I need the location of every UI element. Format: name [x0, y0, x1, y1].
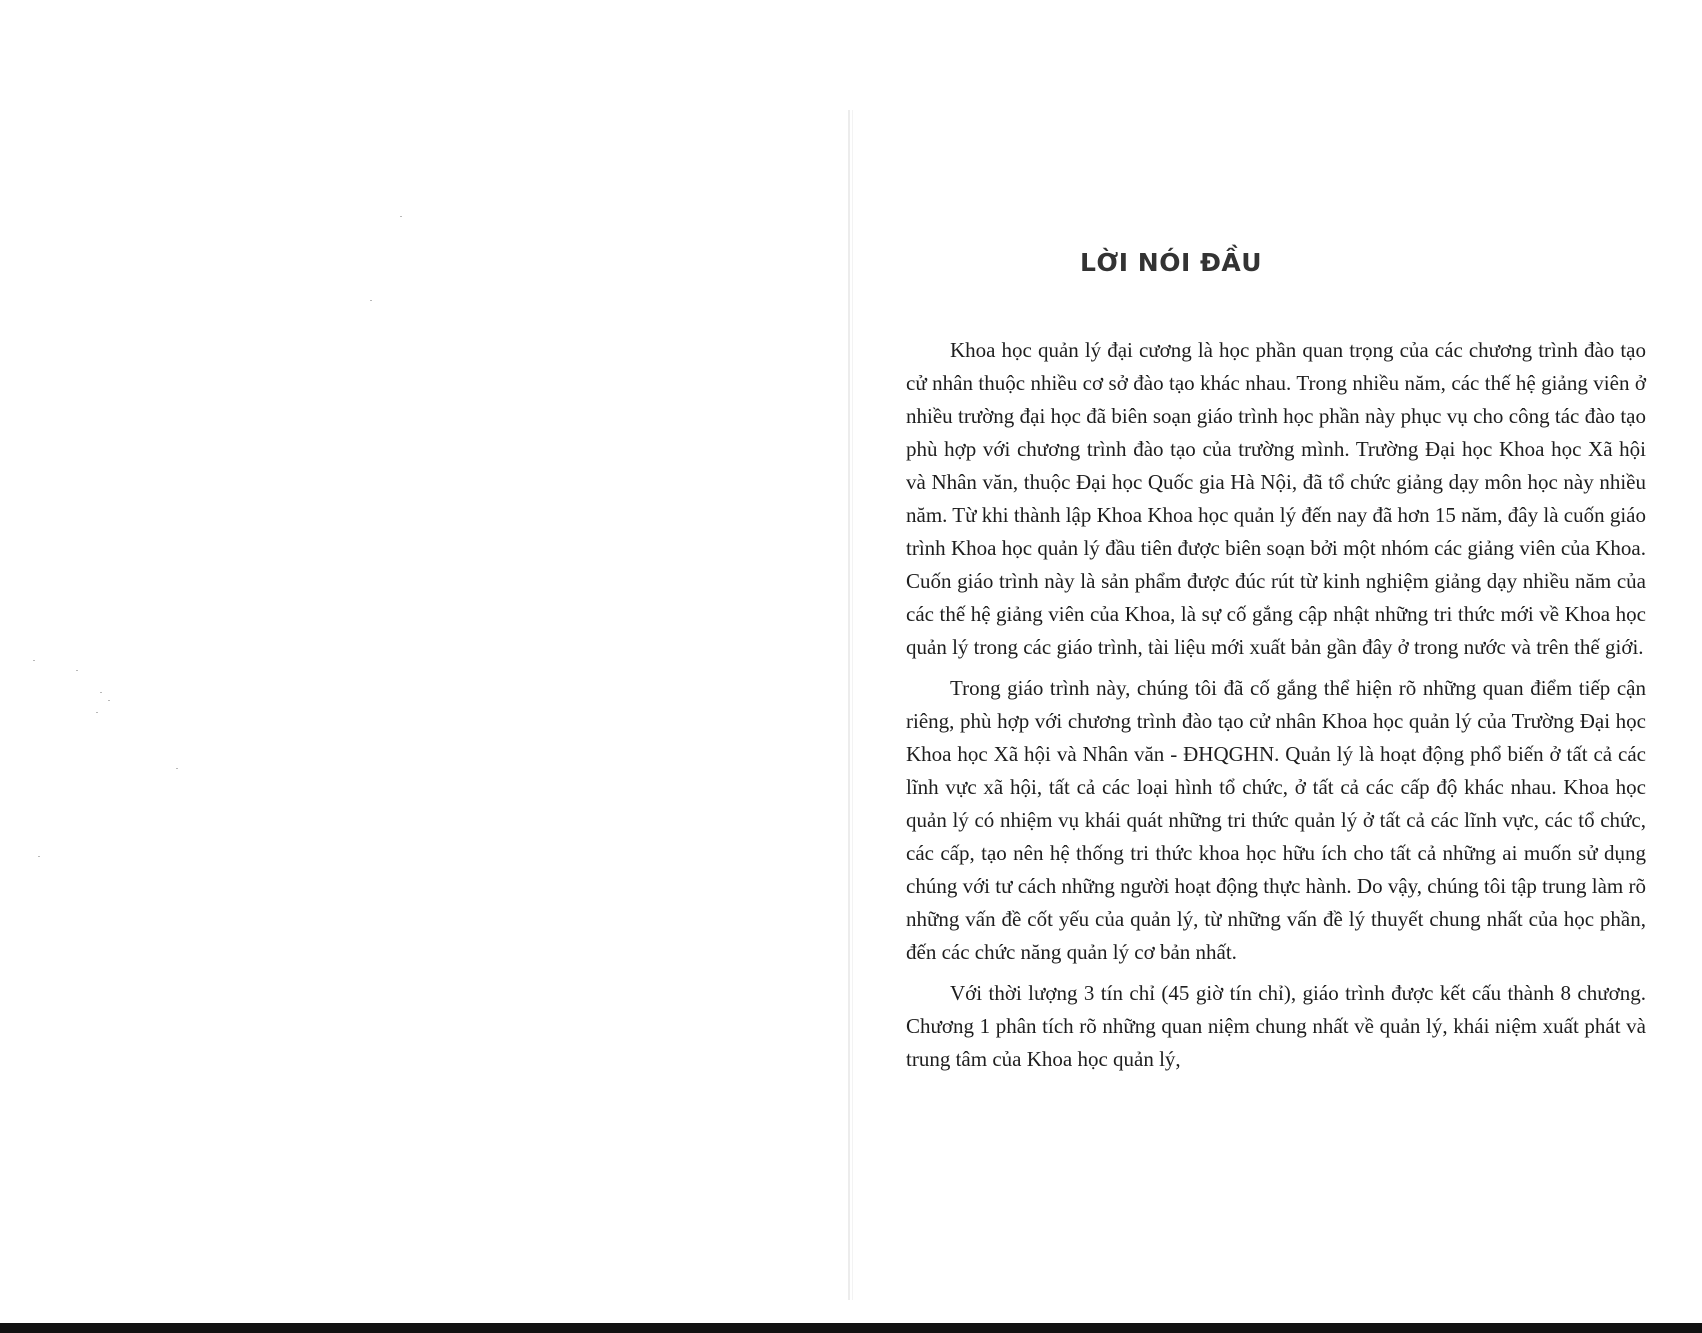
scan-speck	[76, 670, 78, 671]
scan-speck	[100, 692, 102, 693]
scan-speck	[176, 768, 178, 769]
scan-speck	[400, 216, 402, 217]
paragraph: Khoa học quản lý đại cương là học phần quan trọng của các chương trình đào tạo cử nhân thuộc nhiều cơ sở đào tạo khác nhau. Trong nhiều năm, các thế hệ giảng viên ở nhiều trường đại học đã biên soạn giáo trình học phần này phục vụ cho công tác đào tạo phù hợp với chương trình đào tạo của trường mình. Trường Đại học Khoa học Xã hội và Nhân văn, thuộc Đại học Quốc gia Hà Nội, đã tổ chức giảng dạy môn học này nhiều năm. Từ khi thành lập Khoa Khoa học quản lý đến nay đã hơn 15 năm, đây là cuốn giáo trình Khoa học quản lý đầu tiên được biên soạn bởi một nhóm các giảng viên của Khoa. Cuốn giáo trình này là sản phẩm được đúc rút từ kinh nghiệm giảng dạy nhiều năm của các thế hệ giảng viên của Khoa, là sự cố gắng cập nhật những tri thức mới về Khoa học quản lý trong các giáo trình, tài liệu mới xuất bản gần đây ở trong nước và trên thế giới.	[906, 338, 1647, 659]
page-title: LỜI NÓI ĐẦU	[1080, 248, 1263, 277]
scan-bottom-edge	[0, 1323, 1702, 1333]
scan-speck	[38, 856, 40, 857]
left-page-blank	[0, 0, 850, 1320]
body-text	[906, 334, 1646, 1084]
scan-speck	[108, 700, 110, 701]
right-page	[850, 0, 1702, 1320]
paragraph: Với thời lượng 3 tín chỉ (45 giờ tín chỉ), giáo trình được kết cấu thành 8 chương. Chương 1 phân tích rõ những quan niệm chung nhất về quản lý, khái niệm xuất phát và trung tâm của Khoa học quản lý,	[906, 981, 1646, 1071]
scan-speck	[370, 300, 372, 301]
scan-speck	[33, 660, 35, 661]
paragraph: Trong giáo trình này, chúng tôi đã cố gắng thể hiện rõ những quan điểm tiếp cận riêng, phù hợp với chương trình đào tạo cử nhân Khoa học quản lý của Trường Đại học Khoa học Xã hội và Nhân văn - ĐHQGHN. Quản lý là hoạt động phổ biến ở tất cả các lĩnh vực xã hội, tất cả các loại hình tổ chức, ở tất cả các cấp độ khác nhau. Khoa học quản lý có nhiệm vụ khái quát những tri thức quản lý ở tất cả các lĩnh vực, các tổ chức, các cấp, tạo nên hệ thống tri thức khoa học hữu ích cho tất cả những ai muốn sử dụng chúng với tư cách những người hoạt động thực hành. Do vậy, chúng tôi tập trung làm rõ những vấn đề cốt yếu của quản lý, từ những vấn đề lý thuyết chung nhất của học phần, đến các chức năng quản lý cơ bản nhất.	[906, 676, 1646, 964]
scan-speck	[96, 712, 98, 713]
